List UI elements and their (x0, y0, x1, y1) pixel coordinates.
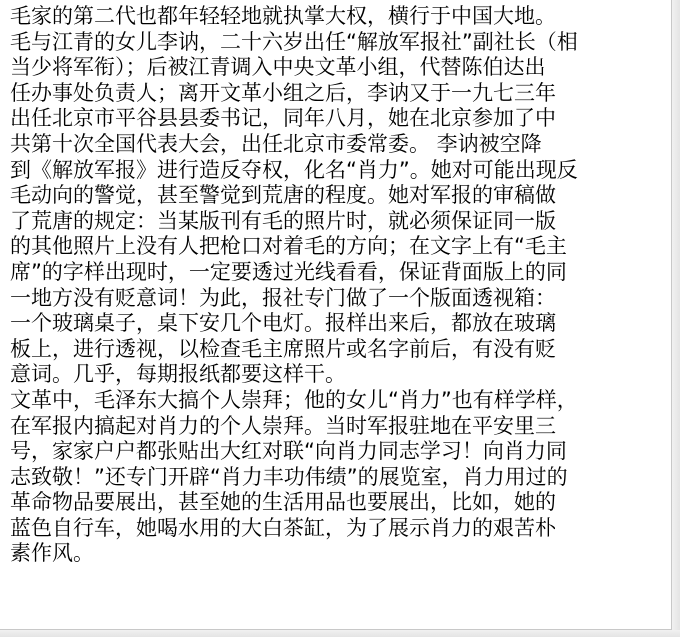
bottom-page-edge (0, 630, 680, 637)
text-line: 任办事处负责人；离开文革小组之后，李讷又于一九七三年 (10, 80, 556, 105)
text-line: 到《解放军报》进行造反夺权，化名“肖力”。她对可能出现反 (10, 157, 578, 182)
text-line: 席”的字样出现时，一定要透过光线看看，保证背面版上的同 (10, 259, 567, 284)
text-line: 共第十次全国代表大会，出任北京市委常委。 李讷被空降 (10, 131, 542, 156)
text-line: 一地方没有贬意词！为此，报社专门做了一个版面透视箱： (10, 285, 556, 310)
text-line: 号，家家户户都张贴出大红对联“向肖力同志学习！向肖力同 (10, 439, 567, 464)
text-line: 一个玻璃桌子，桌下安几个电灯。报样出来后，都放在玻璃 (10, 311, 556, 336)
text-line: 出任北京市平谷县县委书记，同年八月，她在北京参加了中 (10, 106, 556, 131)
text-line: 文革中，毛泽东大搞个人崇拜；他的女儿“肖力”也有样学样， (10, 387, 578, 412)
text-line: 毛动向的警觉，甚至警觉到荒唐的程度。她对军报的审稿做 (10, 183, 556, 208)
text-line: 在军报内搞起对肖力的个人崇拜。当时军报驻地在平安里三 (10, 413, 556, 438)
text-line: 毛与江青的女儿李讷，二十六岁出任“解放军报社”副社长（相 (10, 29, 578, 54)
right-page-edge (672, 0, 680, 637)
text-line: 蓝色自行车，她喝水用的大白茶缸，为了展示肖力的艰苦朴 (10, 515, 556, 540)
text-line: 意词。几乎，每期报纸都要这样干。 (10, 362, 346, 387)
text-line: 毛家的第二代也都年轻轻地就执掌大权，横行于中国大地。 (10, 4, 556, 28)
text-line: 了荒唐的规定：当某版刊有毛的照片时，就必须保证同一版 (10, 208, 556, 233)
text-line: 的其他照片上没有人把枪口对着毛的方向；在文字上有“毛主 (10, 234, 567, 259)
text-line: 板上，进行透视，以检查毛主席照片或名字前后，有没有贬 (10, 336, 556, 361)
text-line: 志致敬！”还专门开辟“肖力丰功伟绩”的展览室，肖力用过的 (10, 464, 568, 489)
document-body (10, 4, 670, 567)
text-line: 素作风。 (10, 541, 94, 566)
text-line: 革命物品要展出，甚至她的生活用品也要展出，比如，她的 (10, 490, 556, 515)
text-line: 当少将军衔）；后被江青调入中央文革小组，代替陈伯达出 (10, 55, 546, 80)
